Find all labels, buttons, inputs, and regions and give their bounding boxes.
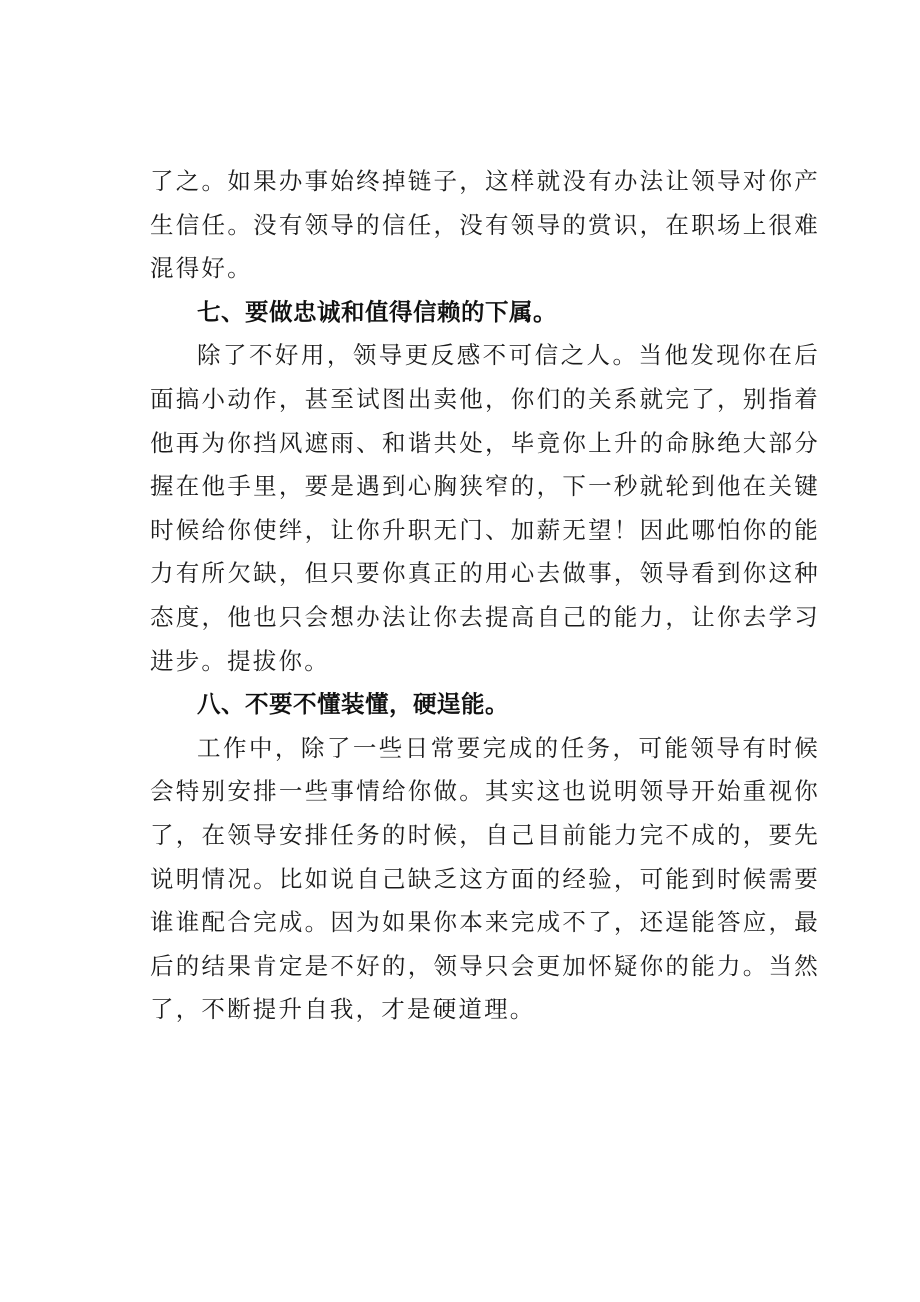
document-body: [150, 160, 820, 1032]
paragraph-continuation: 了之。如果办事始终掉链子，这样就没有办法让领导对你产生信任。没有领导的信任，没有领导的赏识，在职场上很难混得好。: [150, 167, 820, 283]
section-heading-eight: 八、不要不懂装懂，硬逞能。: [197, 690, 509, 719]
paragraph-section-seven: 除了不好用，领导更反感不可信之人。当他发现你在后面搞小动作，甚至试图出卖他，你们的关系就完了，别指着他再为你挡风遮雨、和谐共处，毕竟你上升的命脉绝大部分握在他手里，要是遇到心胸狭窄的，下一秒就轮到他在关键时候给你使绊，让你升职无门、加薪无望！因此哪怕你的能力有所欠缺，但只要你真正的用心去做事，领导看到你这种态度，他也只会想办法让你去提高自己的能力，让你去学习进步。提拔你。: [150, 341, 820, 675]
section-heading-seven: 七、要做忠诚和值得信赖的下属。: [197, 297, 557, 326]
paragraph-section-eight: 工作中，除了一些日常要完成的任务，可能领导有时候会特别安排一些事情给你做。其实这也说明领导开始重视你了，在领导安排任务的时候，自己目前能力完不成的，要先说明情况。比如说自己缺乏这方面的经验，可能到时候需要谁谁配合完成。因为如果你本来完成不了，还逞能答应，最后的结果肯定是不好的，领导只会更加怀疑你的能力。当然了，不断提升自我，才是硬道理。: [150, 733, 820, 1024]
